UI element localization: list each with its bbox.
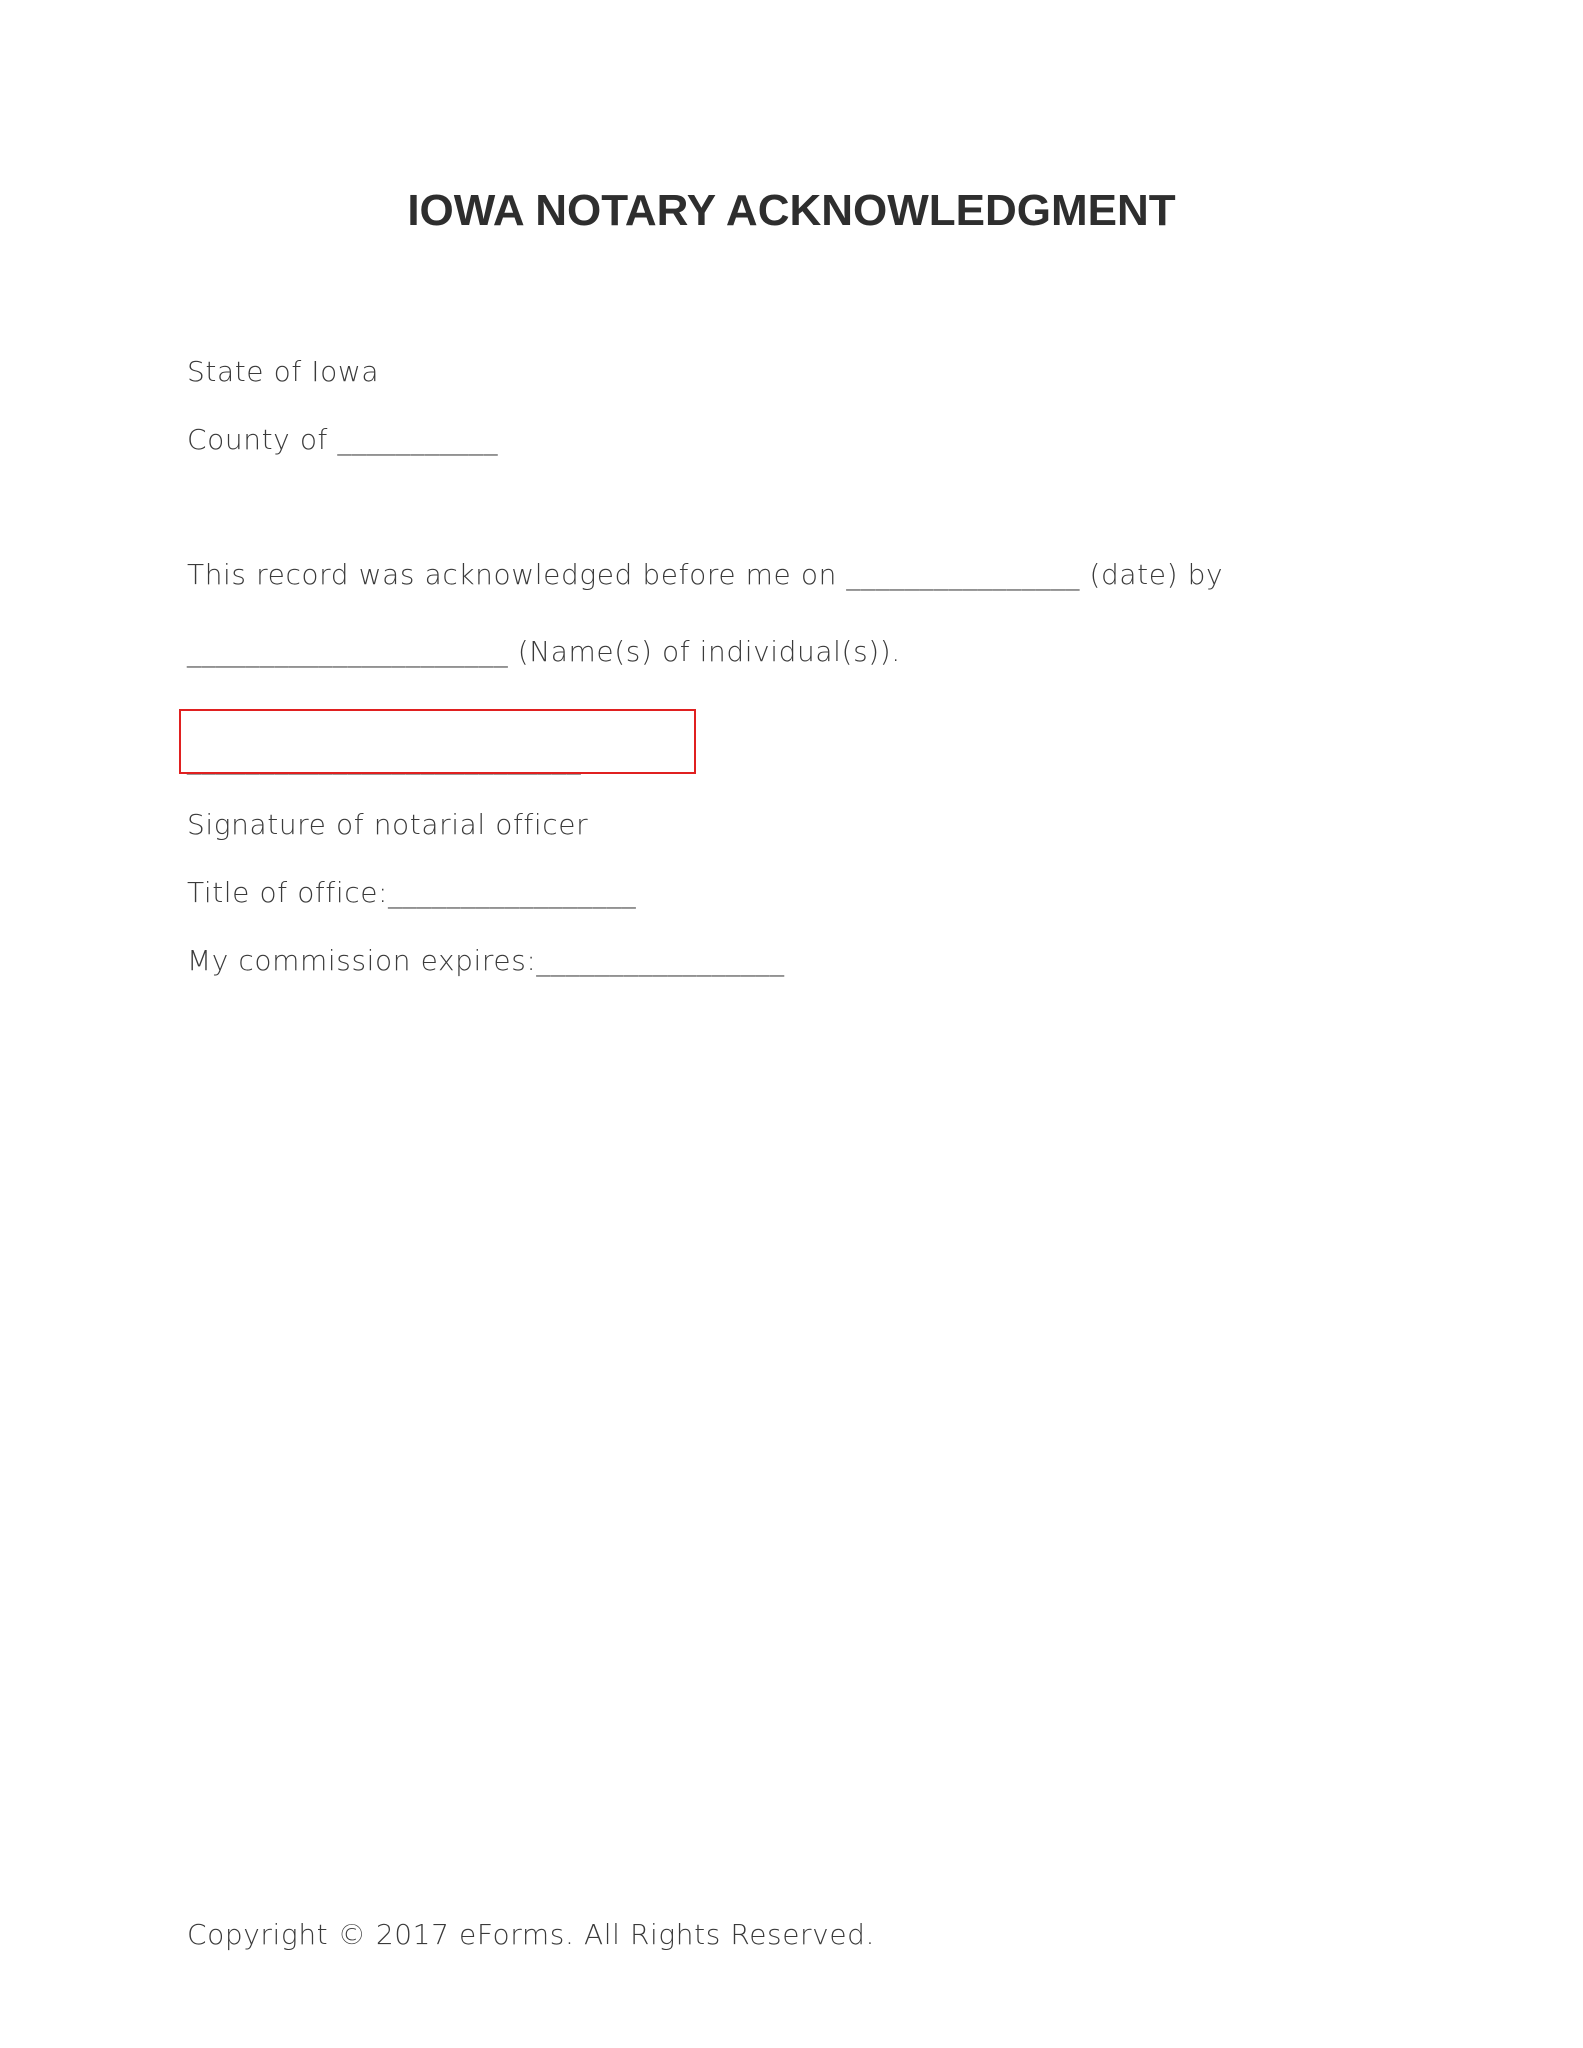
- document-title: IOWA NOTARY ACKNOWLEDGMENT: [407, 186, 1176, 235]
- acknowledgment-date-line: This record was acknowledged before me on ________________ (date) by: [187, 558, 1224, 591]
- signature-highlight-box: [179, 709, 696, 774]
- title-of-office-line: Title of office:_________________: [187, 876, 637, 909]
- signature-blank: ___________________________: [187, 742, 582, 775]
- state-line: State of Iowa: [187, 355, 380, 388]
- individual-names-line: ______________________ (Name(s) of individual(s)).: [187, 635, 901, 668]
- commission-expires-line: My commission expires:_________________: [187, 944, 785, 977]
- county-line: County of ___________: [187, 423, 499, 456]
- signature-label: Signature of notarial officer: [187, 808, 589, 841]
- copyright-footer: Copyright © 2017 eForms. All Rights Reserved.: [187, 1918, 876, 1951]
